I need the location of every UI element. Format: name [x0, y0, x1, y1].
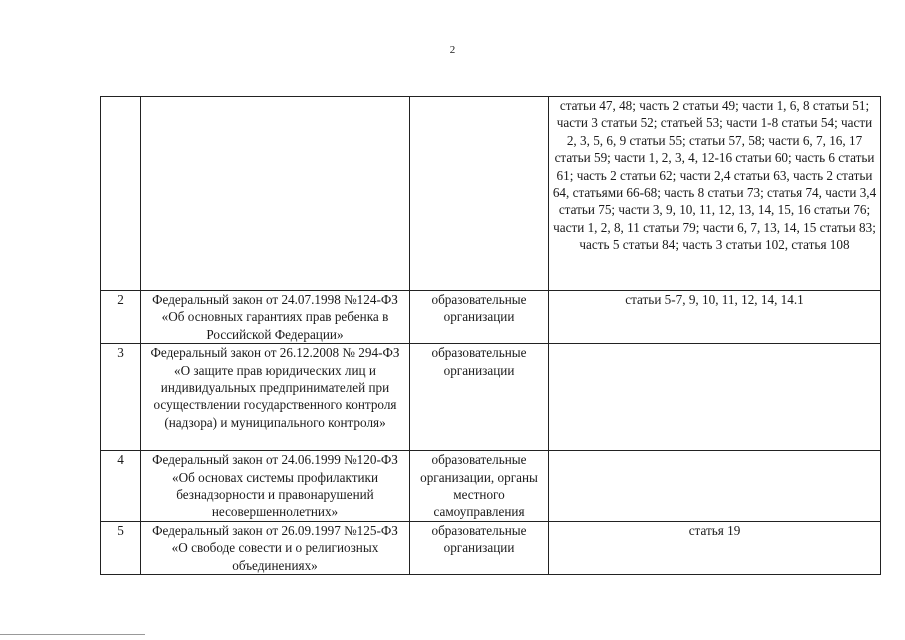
- regulations-table: [100, 96, 881, 575]
- cell-articles: [549, 344, 881, 451]
- cell-number: 3: [101, 344, 141, 451]
- cell-number: [101, 97, 141, 291]
- cell-subjects: образовательные организации: [410, 291, 549, 344]
- table-row: [101, 344, 881, 451]
- cell-law: Федеральный закон от 26.09.1997 №125-ФЗ «О свободе совести и о религиозных объединениях»: [141, 521, 410, 574]
- cell-law: Федеральный закон от 26.12.2008 № 294-ФЗ «О защите прав юридических лиц и индивидуальных предпринимателей при осуществлении государственного контроля (надзора) и муниципального контроля»: [141, 344, 410, 451]
- table-row: [101, 291, 881, 344]
- cell-law: Федеральный закон от 24.07.1998 №124-ФЗ «Об основных гарантиях прав ребенка в Российской Федерации»: [141, 291, 410, 344]
- cell-subjects: [410, 97, 549, 291]
- cell-articles: статья 19: [549, 521, 881, 574]
- table-row-continuation: [101, 97, 881, 291]
- table-row: [101, 451, 881, 522]
- cell-number: 5: [101, 521, 141, 574]
- cell-number: 4: [101, 451, 141, 522]
- cell-articles: статьи 47, 48; часть 2 статьи 49; части 1, 6, 8 статьи 51; части 3 статьи 52; статьей 53; части 1-8 статьи 54; части 2, 3, 5, 6, 9 статьи 55; статьи 57, 58; части 6, 7, 16, 17 статьи 59; части 1, 2, 3, 4, 12-16 статьи 60; часть 6 статьи 61; часть 2 статьи 62; части 2,4 статьи 63, часть 2 статьи 64, статьями 66-68; часть 8 статьи 73; статья 74, части 3,4 статьи 75; части 3, 9, 10, 11, 12, 13, 14, 15, 16 статьи 76; части 1, 2, 8, 11 статьи 79; части 6, 7, 13, 14, 15 статьи 83; часть 5 статьи 84; часть 3 статьи 102, статья 108: [549, 97, 881, 291]
- scan-edge-line: [0, 634, 145, 635]
- cell-number: 2: [101, 291, 141, 344]
- table-row: [101, 521, 881, 574]
- cell-subjects: образовательные организации: [410, 344, 549, 451]
- cell-subjects: образовательные организации: [410, 521, 549, 574]
- cell-law: [141, 97, 410, 291]
- cell-articles: [549, 451, 881, 522]
- cell-law: Федеральный закон от 24.06.1999 №120-ФЗ «Об основах системы профилактики безнадзорности и правонарушений несовершеннолетних»: [141, 451, 410, 522]
- page-number: 2: [449, 44, 456, 56]
- cell-subjects: образовательные организации, органы местного самоуправления: [410, 451, 549, 522]
- cell-articles: статьи 5-7, 9, 10, 11, 12, 14, 14.1: [549, 291, 881, 344]
